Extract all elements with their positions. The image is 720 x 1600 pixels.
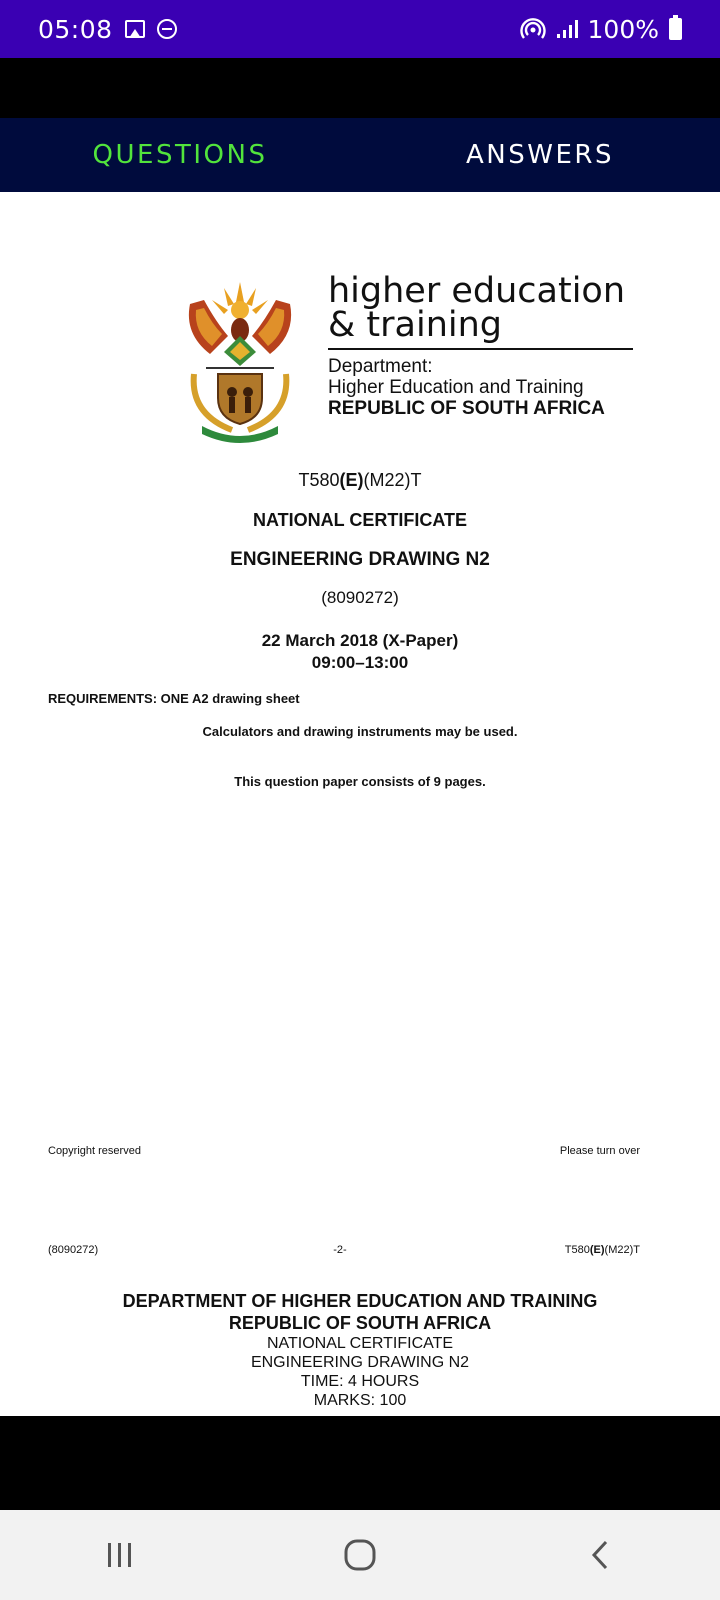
paper-code [0,470,720,491]
hotspot-icon [520,18,546,40]
exam-date-time [0,630,720,674]
subject-code: (8090272) [321,588,399,607]
home-icon [344,1539,376,1571]
page2-line-1: NATIONAL CERTIFICATE [266,1335,454,1352]
pdf-page-1 [0,192,720,1222]
calculators-note: Calculators and drawing instruments may be used. [202,724,518,739]
logo-line-1: higher education [328,271,626,311]
recent-apps-icon [105,1541,135,1569]
dept-name: Higher Education and Training [328,377,584,398]
page2-header-right [565,1244,640,1256]
page2-line-3: TIME: 4 HOURS [300,1373,420,1390]
exam-date: 22 March 2018 (X-Paper) [261,631,459,650]
page2-heading-1: DEPARTMENT OF HIGHER EDUCATION AND TRAINING [122,1291,598,1311]
battery-percent: 100% [587,14,659,44]
status-left [38,15,177,44]
tab-answers[interactable]: ANSWERS [466,140,614,170]
page-count-note: This question paper consists of 9 pages. [234,774,486,789]
page2-code-suffix: (M22)T [604,1244,640,1256]
page2-heading-2: REPUBLIC OF SOUTH AFRICA [228,1313,492,1333]
coat-of-arms-icon [180,274,300,444]
page2-heading [0,1290,720,1334]
page2-page-number: -2- [333,1244,347,1256]
dept-label: Department: [328,356,433,377]
tab-questions[interactable]: QUESTIONS [92,140,268,170]
paper-code-suffix: (M22)T [363,470,422,490]
page2-code-bold: (E) [589,1244,605,1256]
battery-icon [669,18,682,40]
status-right [520,15,682,44]
dept-country: REPUBLIC OF SOUTH AFRICA [328,398,605,419]
copyright-footer: Copyright reserved [48,1145,141,1157]
page2-line-4: MARKS: 100 [313,1392,407,1409]
logo-line-2: & training [328,305,503,345]
exam-time: 09:00–13:00 [311,653,409,672]
back-button[interactable] [570,1525,630,1585]
paper-code-bold: (E) [339,470,364,490]
logo-divider [328,348,633,350]
navigation-bar [0,1510,720,1600]
status-bar [0,0,720,58]
home-button[interactable] [330,1525,390,1585]
page2-subheading [0,1334,720,1410]
gallery-icon [125,20,145,38]
bottom-spacer [0,1416,720,1510]
dept-text [328,271,633,420]
certificate-title: NATIONAL CERTIFICATE [253,510,467,530]
pdf-page-2 [0,1222,720,1416]
back-icon [589,1539,611,1571]
status-time: 05:08 [38,14,113,44]
page2-header-left: (8090272) [48,1244,99,1256]
tab-bar [0,118,720,192]
department-logo [180,271,640,444]
page2-line-2: ENGINEERING DRAWING N2 [250,1354,470,1371]
pdf-viewer[interactable] [0,192,720,1416]
requirements: REQUIREMENTS: ONE A2 drawing sheet [48,691,300,706]
paper-code-prefix: T580 [298,470,340,490]
page2-code-prefix: T580 [564,1244,590,1256]
toolbar-spacer [0,58,720,118]
signal-icon [556,19,578,39]
do-not-disturb-icon [157,19,177,39]
subject-title: ENGINEERING DRAWING N2 [230,549,490,570]
recent-apps-button[interactable] [90,1525,150,1585]
turn-over-footer: Please turn over [559,1145,640,1157]
